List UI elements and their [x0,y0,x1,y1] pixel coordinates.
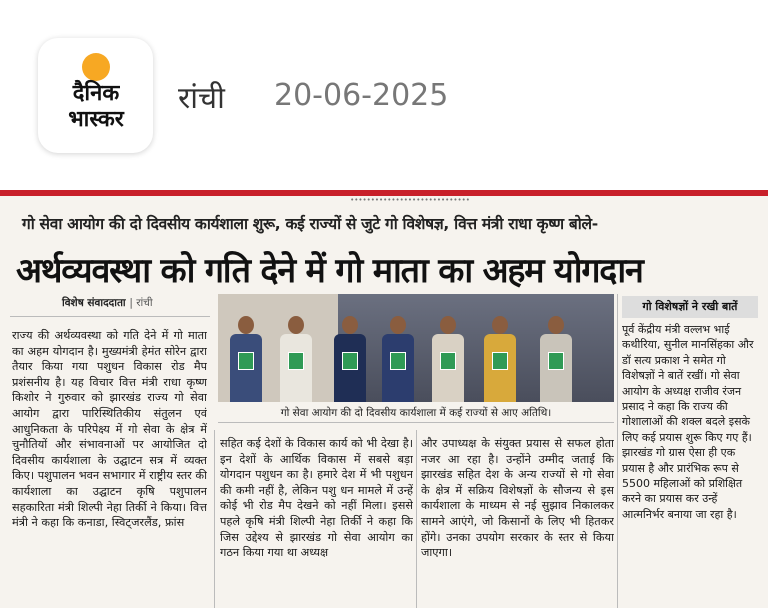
photo-person [378,312,418,402]
article-column-1: राज्य की अर्थव्यवस्था को गति देने में गो माता का अहम योगदान है। मुख्यमंत्री हेमंत सोरेन द्वारा तैयार किया गया पशुधन विकास रोड मैप प्रशंसनीय है। यह विचार वित्त मंत्री राधा कृष्ण किशोर ने गुरुवार को झारखंड राज्य गो सेवा आयोग द्वारा पारिस्थितिकीय संतुलन एवं आधुनिकता के परिपेक्ष्य में गो सेवा के क्षेत्र में चुनौतियों और संभावनाओं पर आयोजित दो दिवसीय कार्यशाला के उद्घाटन सत्र में व्यक्त किए। पशुपालन भवन सभागार में राष्ट्रीय स्तर की कार्यशाला का उद्घाटन कृषि पशुपालन सहकारिता मंत्री शिल्पी नेहा तिर्की ने किया। वित्त मंत्री ने कहा कि कनाडा, स्विट्जरलैंड, फ्रांस [12,329,207,530]
column-divider [617,294,618,608]
article-kicker: गो सेवा आयोग की दो दिवसीय कार्यशाला शुरू, कई राज्यों से जुटे गो विशेषज्ञ, वित्त मंत्री राधा कृष्ण बोले- [22,215,598,233]
event-photo [218,294,614,402]
photo-person [226,312,266,402]
edition-city: रांची [178,81,225,116]
logo-text-line1: दैनिक [72,81,120,106]
byline-name: विशेष संवाददाता [62,297,126,309]
page-folio: ••••••••••••••••••••••••••••• [350,196,470,204]
photo-person [330,312,370,402]
byline-city: | रांची [129,297,153,309]
photo-caption: गो सेवा आयोग की दो दिवसीय कार्यशाला में कई राज्यों से आए अतिथि। [280,407,552,419]
column-divider [10,316,210,317]
article-column-3: और उपाध्यक्ष के संयुक्त प्रयास से सफल होता नजर आ रहा है। उन्होंने उम्मीद जताई कि झारखंड सहित देश के अन्य राज्यों से गो सेवा के क्षेत्र में सक्रिय विशेषज्ञों के सौजन्य से इस कार्यशाला के माध्यम से नई सुझाव निकालकर सामने आएंगे, जो किसानों के लिए भी हितकर होंगे। उनका उपयोग सरकार के स्तर से किया जाएगा। [421,437,614,560]
photo-person [480,312,520,402]
sun-icon [82,53,110,81]
article-headline: अर्थव्यवस्था को गति देने में गो माता का अहम योगदान [16,251,643,291]
article-column-2: सहित कई देशों के विकास कार्य को भी देखा है। इन देशों के आर्थिक विकास में सबसे बड़ा योगदान पशुधन का है। हमारे देश में भी पशुधन की कमी नहीं है, लेकिन पशु धन मामले में उन्हें कोई भी रोड मैप देखने को नहीं मिला। इससे पहले कृषि मंत्री शिल्पी नेहा तिर्की ने कहा कि जिस उद्देश्य से झारखंड गो सेवा आयोग का गठन किया गया था अध्यक्ष [220,437,413,560]
article-byline [62,296,153,310]
photo-person [428,312,468,402]
edition-date: 20-06-2025 [274,78,449,113]
sidebar-text: पूर्व केंद्रीय मंत्री वल्लभ भाई कथीरिया, सुनील मानसिंहका और डॉ सत्य प्रकाश ने समेत गो विशेषज्ञों ने बातें रखीं। गो सेवा आयोग के अध्यक्ष राजीव रंजन प्रसाद ने कहा कि राज्य की गोशालाओं की शक्ल बदले इसके लिए कई प्रयास शुरू किए गए हैं। झारखंड गो ग्रास ऐसा ही एक प्रयास है और प्रारंभिक रूप से 5500 महिलाओं को प्रशिक्षित करने का प्रयास कर उन्हें आत्मनिर्भर बनाया जा रहा है। [622,323,754,521]
photo-person [536,312,576,402]
sidebar-title: गो विशेषज्ञों ने रखी बातें [622,296,758,318]
dainik-bhaskar-logo [38,38,153,153]
photo-person [276,312,316,402]
logo-text-line2: भास्कर [68,107,124,132]
app-header [0,0,768,190]
caption-rule [218,422,614,423]
column-divider [416,430,417,608]
column-divider [214,430,215,608]
